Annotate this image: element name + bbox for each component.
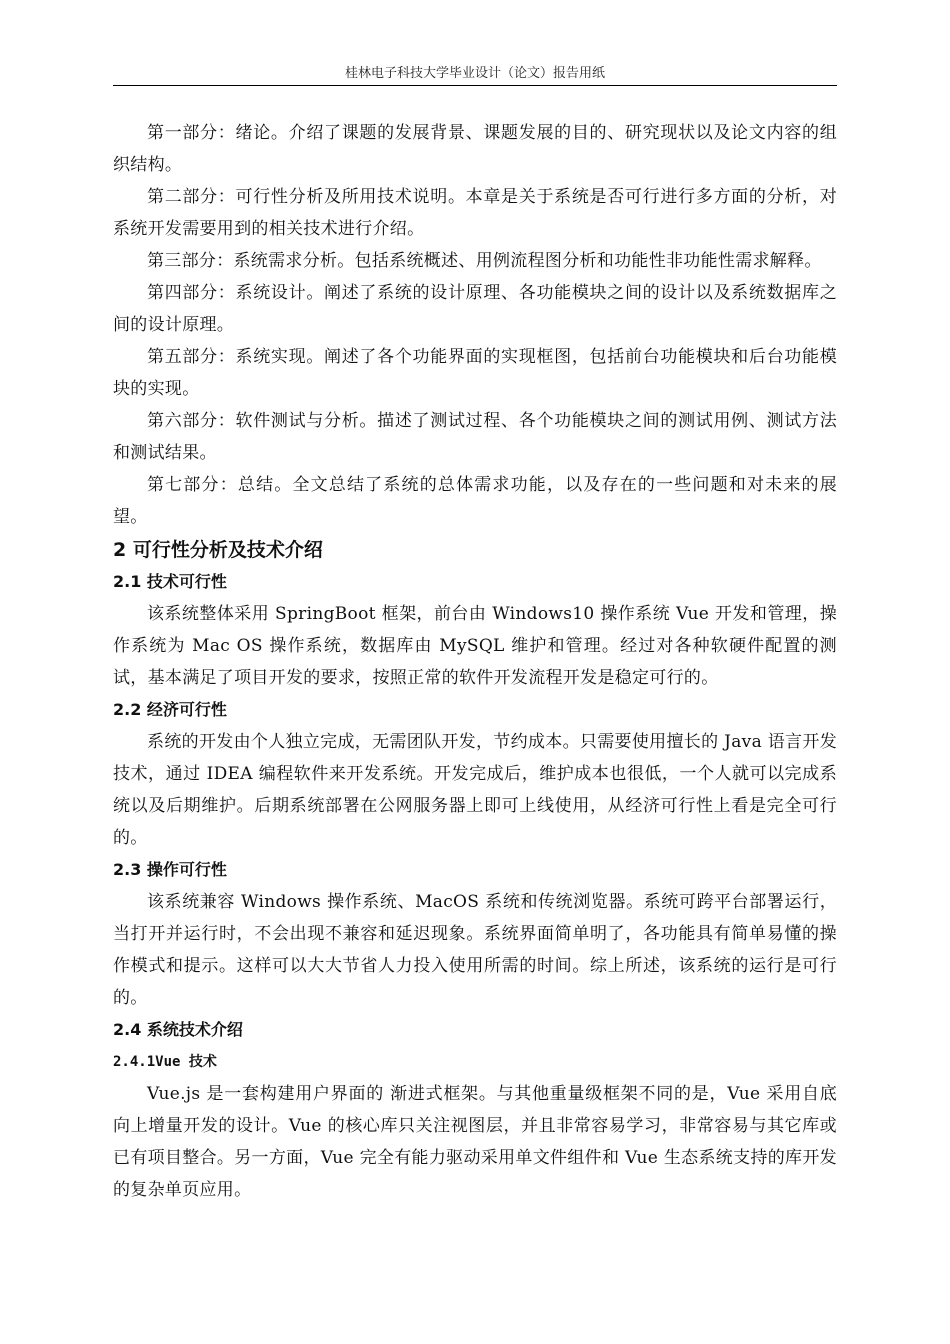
chapter-2-heading: 2 可行性分析及技术介绍 (113, 539, 323, 561)
intro-paragraph-7: 第七部分：总结。全文总结了系统的总体需求功能，以及存在的一些问题和对未来的展望。 (113, 475, 837, 527)
document-body (113, 117, 837, 1206)
intro-paragraph-1: 第一部分：绪论。介绍了课题的发展背景、课题发展的目的、研究现状以及论文内容的组织结构。 (113, 123, 837, 175)
intro-paragraph-2: 第二部分：可行性分析及所用技术说明。本章是关于系统是否可行进行多方面的分析，对系统开发需要用到的相关技术进行介绍。 (113, 187, 837, 239)
section-2-1-text: 该系统整体采用 SpringBoot 框架，前台由 Windows10 操作系统 Vue 开发和管理，操作系统为 Mac OS 操作系统，数据库由 MySQL 维护和管理。经过对各种软硬件配置的测试，基本满足了项目开发的要求，按照正常的软件开发流程开发是稳定可行的。 (113, 604, 837, 688)
section-2-4-heading: 2.4 系统技术介绍 (113, 1020, 243, 1039)
intro-paragraph-5: 第五部分：系统实现。阐述了各个功能界面的实现框图，包括前台功能模块和后台功能模块的实现。 (113, 347, 837, 399)
section-2-4-1-text: Vue.js 是一套构建用户界面的 渐进式框架。与其他重量级框架不同的是，Vue 采用自底向上增量开发的设计。Vue 的核心库只关注视图层，并且非常容易学习，非常容易与其它库或已有项目整合。另一方面，Vue 完全有能力驱动采用单文件组件和 Vue 生态系统支持的库开发的复杂单页应用。 (113, 1084, 837, 1200)
page-header: 桂林电子科技大学毕业设计（论文）报告用纸 (344, 66, 605, 81)
section-2-2-heading: 2.2 经济可行性 (113, 700, 227, 719)
section-2-3-text: 该系统兼容 Windows 操作系统、MacOS 系统和传统浏览器。系统可跨平台部署运行，当打开并运行时，不会出现不兼容和延迟现象。系统界面简单明了，各功能具有简单易懂的操作模式和提示。这样可以大大节省人力投入使用所需的时间。综上所述，该系统的运行是可行的。 (113, 892, 837, 1008)
section-2-1-heading: 2.1 技术可行性 (113, 572, 227, 591)
header-divider (113, 85, 837, 86)
intro-paragraph-6: 第六部分：软件测试与分析。描述了测试过程、各个功能模块之间的测试用例、测试方法和测试结果。 (113, 411, 837, 463)
section-2-3-heading: 2.3 操作可行性 (113, 860, 227, 879)
intro-paragraph-3: 第三部分：系统需求分析。包括系统概述、用例流程图分析和功能性非功能性需求解释。 (147, 251, 822, 271)
section-2-4-1-heading: 2.4.1Vue 技术 (113, 1054, 217, 1070)
intro-paragraph-4: 第四部分：系统设计。阐述了系统的设计原理、各功能模块之间的设计以及系统数据库之间的设计原理。 (113, 283, 837, 335)
section-2-2-text: 系统的开发由个人独立完成，无需团队开发，节约成本。只需要使用擅长的 Java 语言开发技术，通过 IDEA 编程软件来开发系统。开发完成后，维护成本也很低，一个人就可以完成系统以及后期维护。后期系统部署在公网服务器上即可上线使用，从经济可行性上看是完全可行的。 (113, 732, 837, 848)
